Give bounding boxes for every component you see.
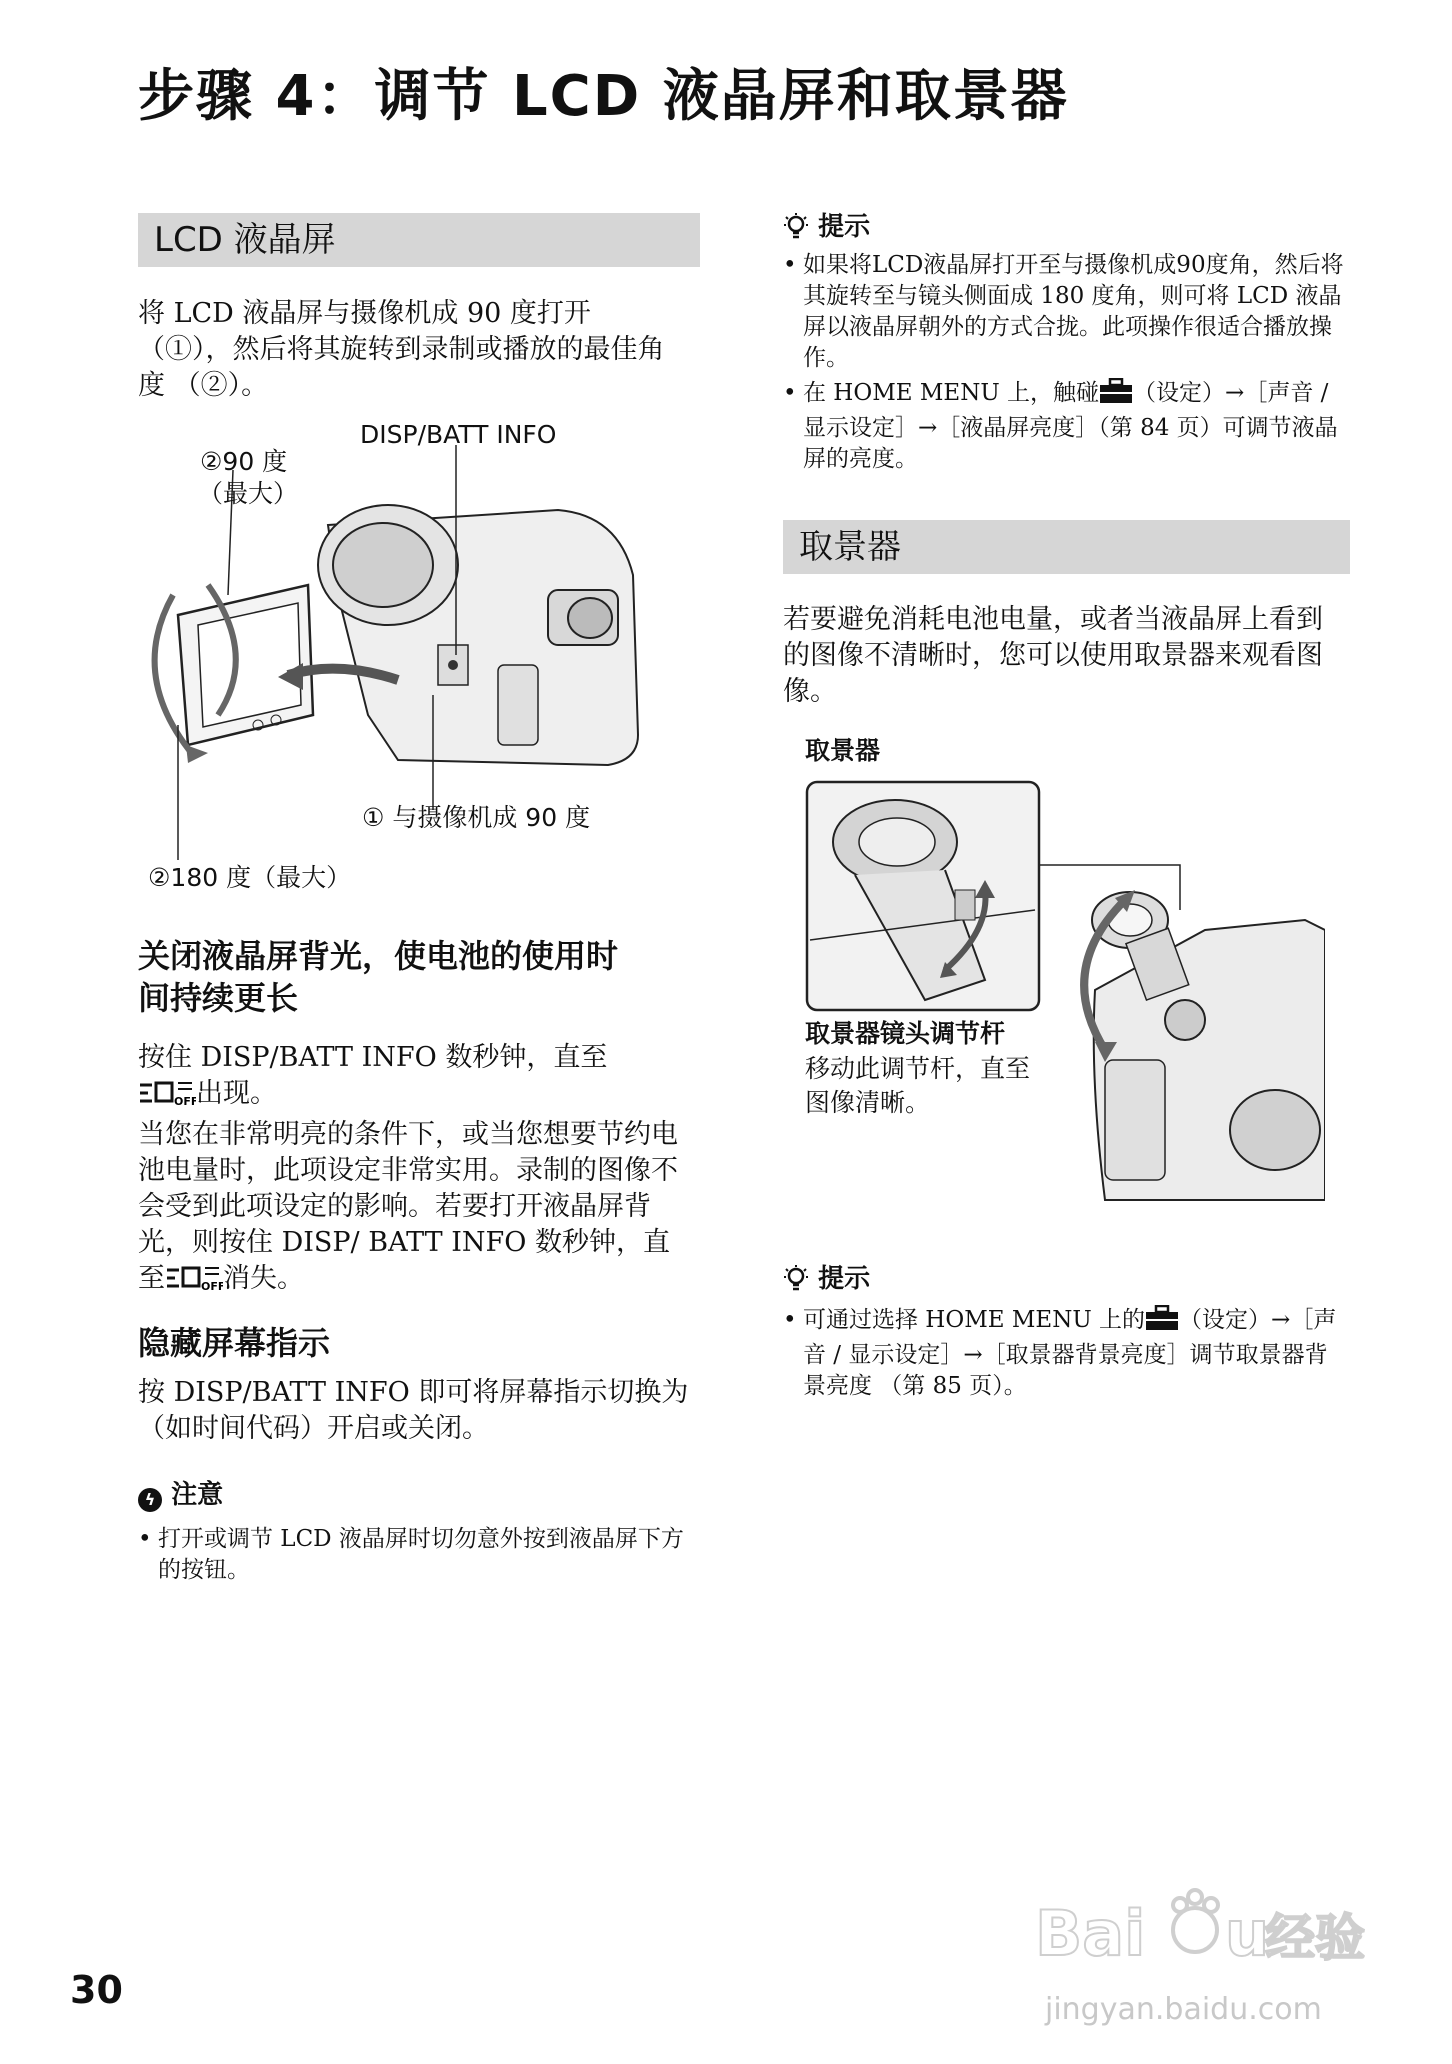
lcd-intro-text: 将 LCD 液晶屏与摄像机成 90 度打开（①），然后将其旋转到录制或播放的最佳角度 （②）。	[138, 298, 665, 401]
caution-list	[138, 1524, 698, 1590]
backlight-text-d: 消失。	[223, 1263, 304, 1294]
tips-top-list	[783, 250, 1345, 479]
open-90-label: ① 与摄像机成 90 度	[362, 803, 591, 832]
lightbulb-icon	[783, 212, 818, 242]
backlight-heading-line1: 关闭液晶屏背光，使电池的使用时	[138, 937, 619, 975]
svg-text:OFF: OFF	[201, 1280, 223, 1292]
caution-heading: ϟ 注意	[138, 1478, 223, 1512]
backlight-text-b: 出现。	[196, 1078, 277, 1109]
viewfinder-lever-title: 取景器镜头调节杆	[805, 1019, 1006, 1048]
backlight-heading-line2: 间持续更长	[138, 979, 299, 1017]
svg-text:OFF: OFF	[174, 1095, 196, 1107]
lcd-backlight-off-icon	[165, 1264, 223, 1302]
disp-batt-info-label: DISP/BATT INFO	[360, 420, 557, 449]
watermark-url: jingyan.baidu.com	[1045, 1992, 1322, 2027]
caution-item: • 打开或调节 LCD 液晶屏时切勿意外按到液晶屏下方的按钮。	[138, 1524, 698, 1586]
rotate-90-label: ②90 度	[200, 447, 288, 476]
lcd-backlight-off-icon	[138, 1079, 196, 1117]
tip-item: • 如果将LCD液晶屏打开至与摄像机成90度角，然后将其旋转至与镜头侧面成 180 度角，则可将 LCD 液晶屏以液晶屏朝外的方式合拢。此项操作很适合播放操作。	[783, 250, 1345, 374]
caution-icon: ϟ	[138, 1488, 162, 1512]
backlight-text-a: 按住 DISP/BATT INFO 数秒钟，直至	[138, 1042, 608, 1073]
svg-text:Bai: Bai	[1035, 1897, 1146, 1970]
viewfinder-lever-text: 移动此调节杆，直至图像清晰。	[805, 1054, 1031, 1117]
settings-toolbox-icon	[1099, 378, 1133, 413]
svg-text:u: u	[1225, 1897, 1270, 1970]
hide-indicators-text: 按 DISP/BATT INFO 即可将屏幕指示切换为 （如时间代码）开启或关闭。	[138, 1377, 689, 1444]
backlight-text-c: 当您在非常明亮的条件下，或当您想要节约电池电量时，此项设定非常实用。录制的图像不会受到此项设定的影响。若要打开液晶屏背光，则按住 DISP/ BATT INFO 数秒钟，直至	[138, 1119, 678, 1294]
svg-text:经验: 经验	[1265, 1909, 1365, 1967]
tips-bottom-heading: 提示	[783, 1262, 870, 1296]
tips-top-heading: 提示	[783, 210, 870, 244]
viewfinder-intro-text: 若要避免消耗电池电量，或者当液晶屏上看到的图像不清晰时，您可以使用取景器来观看图像。	[783, 604, 1323, 707]
lcd-section-heading: LCD 液晶屏	[138, 213, 700, 267]
viewfinder-section-heading: 取景器	[783, 520, 1350, 574]
viewfinder-label: 取景器	[805, 736, 881, 765]
tip-item: • 在 HOME MENU 上，触碰 （设定）→［声音 / 显示设定］→［液晶屏亮度］（第 84 页）可调节液晶屏的亮度。	[783, 378, 1345, 475]
page-title: 步骤 4：调节 LCD 液晶屏和取景器	[138, 64, 1069, 129]
page-number: 30	[70, 1968, 123, 2012]
viewfinder-illustration	[805, 780, 1325, 1210]
rotate-180-label: ②180 度（最大）	[148, 863, 352, 892]
backlight-text	[138, 1040, 683, 1302]
lightbulb-icon	[783, 1264, 818, 1294]
hide-indicators-heading: 隐藏屏幕指示	[138, 1324, 331, 1362]
tips-bottom-list	[783, 1305, 1348, 1406]
baidu-watermark-logo	[1035, 1885, 1365, 1989]
rotate-90-max-label: （最大）	[198, 479, 299, 508]
tip-item: • 可通过选择 HOME MENU 上的 （设定）→［声音 / 显示设定］→［取景器背景亮度］调节取景器背景亮度 （第 85 页）。	[783, 1305, 1348, 1402]
settings-toolbox-icon	[1145, 1305, 1179, 1340]
viewfinder-figure	[805, 780, 1325, 1210]
